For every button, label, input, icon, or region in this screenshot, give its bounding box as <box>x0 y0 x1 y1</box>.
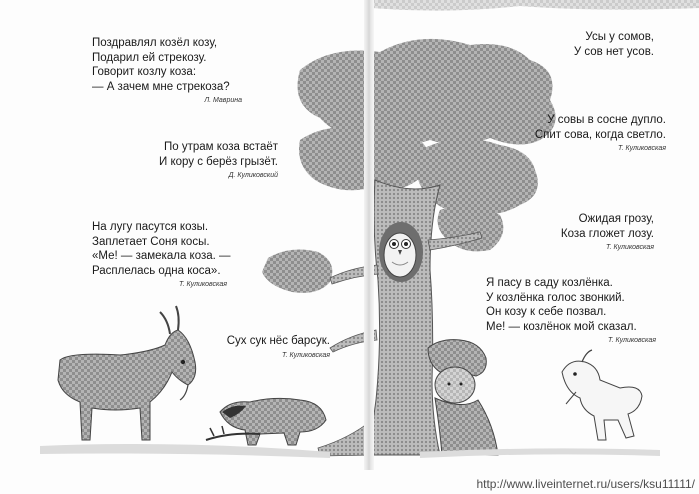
page-gutter <box>364 0 374 470</box>
poem-line: Ожидая грозу, <box>578 213 654 225</box>
poem-author: Т. Куликовская <box>606 244 654 252</box>
poem-author: Т. Куликовская <box>282 351 330 359</box>
poem-line: У совы в сосне дупло. <box>547 114 666 126</box>
poem-line: — А зачем мне стрекоза? <box>92 80 230 93</box>
poem-line: Он козу к себе позвал. <box>486 306 607 319</box>
poem-line: Заплетает Соня косы. <box>92 235 210 248</box>
poem-author: Т. Куликовская <box>608 337 656 345</box>
poem-author: Т. Куликовская <box>618 145 666 153</box>
poem-sonya <box>92 220 231 289</box>
poem-line: У сов нет усов. <box>573 45 654 58</box>
poem-line: Спит сова, когда светло. <box>534 128 666 141</box>
poem-line: И кору с берёз грызёт. <box>159 155 278 168</box>
poem-line: Усы у сомов, <box>585 31 654 43</box>
poem-line: Коза гложет лозу. <box>560 227 654 240</box>
poem-kozlenok <box>486 276 656 345</box>
poem-line: Подарил ей стрекозу. <box>92 51 207 64</box>
poem-line: На лугу пасутся козы. <box>92 221 209 233</box>
poem-line: По утрам коза встаёт <box>164 141 278 153</box>
watermark-url: http://www.liveinternet.ru/users/ksu11111/ <box>476 477 695 491</box>
poem-line: «Ме! — замекала коза. — <box>92 250 231 263</box>
poem-line: Расплелась одна коса». <box>92 264 221 277</box>
kid-goat <box>562 350 642 440</box>
poem-somy <box>540 30 654 59</box>
owl <box>379 222 423 282</box>
poem-barsuk <box>186 334 330 360</box>
poem-author: Д. Куликовский <box>228 172 278 180</box>
poem-author: Л. Маврина <box>204 97 242 105</box>
poem-line: Поздравлял козёл козу, <box>92 37 218 49</box>
poem-line: Говорит козлу коза: <box>92 66 197 79</box>
paper-shading <box>372 0 699 11</box>
poem-koza-berez <box>140 140 278 180</box>
poem-line: У козлёнка голос звонкий. <box>486 291 625 304</box>
poem-sova <box>500 113 666 153</box>
goat <box>58 306 196 440</box>
poem-line: Сух сук нёс барсук. <box>226 335 330 347</box>
poem-author: Т. Куликовская <box>179 281 227 289</box>
poem-line: Ме! — козлёнок мой сказал. <box>486 320 637 333</box>
poem-groza <box>540 212 654 252</box>
girl <box>428 340 498 455</box>
badger <box>206 398 326 445</box>
poem-kozel <box>92 36 242 105</box>
poem-line: Я пасу в саду козлёнка. <box>486 277 613 289</box>
